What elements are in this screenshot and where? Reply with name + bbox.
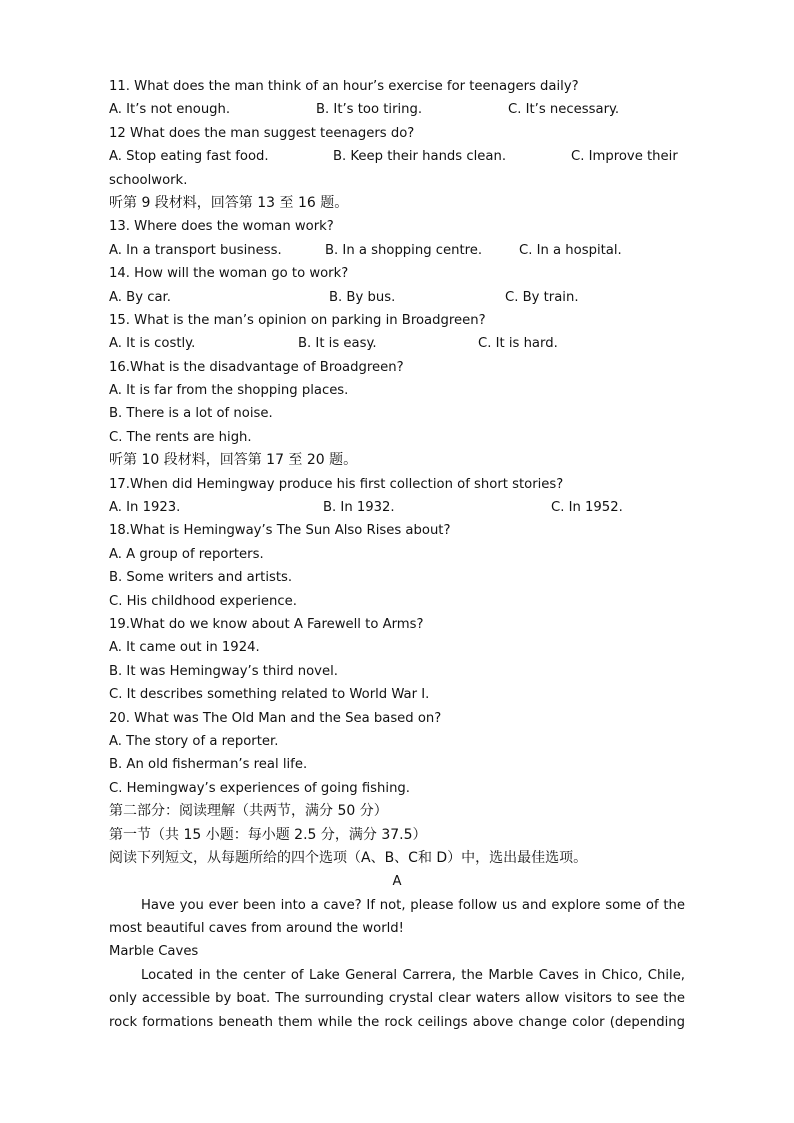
option-b: B. Keep their hands clean. bbox=[333, 149, 507, 165]
passage-label: A bbox=[392, 874, 402, 890]
option-b: B. An old fisherman’s real life. bbox=[109, 757, 308, 773]
option-b: B. In 1932. bbox=[323, 500, 395, 516]
options-11 bbox=[109, 98, 685, 121]
exam-page bbox=[109, 75, 685, 1034]
passage-line: only accessible by boat. The surrounding crystal clear waters allow visitors to see the bbox=[109, 991, 685, 1007]
passage-line: rock formations beneath them while the rock ceilings above change color (depending bbox=[109, 1014, 685, 1030]
option-b: B. In a shopping centre. bbox=[325, 242, 483, 258]
option-c: C. It describes something related to World War I. bbox=[109, 687, 430, 703]
option-b: B. It was Hemingway’s third novel. bbox=[109, 663, 338, 679]
passage-intro-line: most beautiful caves from around the world! bbox=[109, 921, 404, 937]
option-b: B. There is a lot of noise. bbox=[109, 406, 273, 422]
option-c: C. By train. bbox=[505, 289, 579, 305]
options-15 bbox=[109, 332, 685, 355]
option-c: C. His childhood experience. bbox=[109, 593, 297, 609]
option-b: B. It’s too tiring. bbox=[316, 102, 423, 118]
option-a: A. It came out in 1924. bbox=[109, 640, 260, 656]
question-18: 18.What is Hemingway’s The Sun Also Rises about? bbox=[109, 523, 451, 539]
options-14 bbox=[109, 286, 685, 309]
option-c: C. In a hospital. bbox=[519, 242, 622, 258]
option-b: B. Some writers and artists. bbox=[109, 570, 293, 586]
options-12-continued: schoolwork. bbox=[109, 172, 188, 188]
option-a: A. The story of a reporter. bbox=[109, 733, 279, 749]
question-14: 14. How will the woman go to work? bbox=[109, 266, 349, 282]
question-19: 19.What do we know about A Farewell to Arms? bbox=[109, 616, 424, 632]
option-c: C. It’s necessary. bbox=[508, 102, 620, 118]
section-heading-10: 听第 10 段材料，回答第 17 至 20 题。 bbox=[109, 452, 358, 469]
question-12: 12 What does the man suggest teenagers do? bbox=[109, 125, 415, 141]
section-one-heading: 第一节（共 15 小题：每小题 2.5 分，满分 37.5） bbox=[109, 826, 427, 843]
question-20: 20. What was The Old Man and the Sea based on? bbox=[109, 710, 442, 726]
option-a: A. It is far from the shopping places. bbox=[109, 383, 349, 399]
option-b: B. By bus. bbox=[329, 289, 396, 305]
option-a: A. By car. bbox=[109, 289, 171, 305]
passage-line: Located in the center of Lake General Carrera, the Marble Caves in Chico, Chile, bbox=[141, 967, 685, 983]
question-13: 13. Where does the woman work? bbox=[109, 219, 334, 235]
reading-instruction: 阅读下列短文，从每题所给的四个选项（A、B、C和 D）中，选出最佳选项。 bbox=[109, 849, 588, 866]
option-c: C. In 1952. bbox=[551, 500, 623, 516]
option-a: A. In 1923. bbox=[109, 500, 181, 516]
passage-intro-line: Have you ever been into a cave? If not, please follow us and explore some of the bbox=[141, 897, 685, 913]
option-c: C. Improve their bbox=[571, 149, 678, 165]
option-c: C. It is hard. bbox=[478, 336, 558, 352]
option-a: A. A group of reporters. bbox=[109, 546, 264, 562]
option-c: C. The rents are high. bbox=[109, 429, 252, 445]
options-13 bbox=[109, 239, 685, 262]
question-17: 17.When did Hemingway produce his first collection of short stories? bbox=[109, 476, 564, 492]
options-17 bbox=[109, 496, 685, 519]
option-a: A. In a transport business. bbox=[109, 242, 282, 258]
passage-subheading: Marble Caves bbox=[109, 944, 199, 960]
question-15: 15. What is the man’s opinion on parking in Broadgreen? bbox=[109, 312, 486, 328]
part-two-heading: 第二部分：阅读理解（共两节，满分 50 分） bbox=[109, 803, 388, 820]
question-11: 11. What does the man think of an hour’s exercise for teenagers daily? bbox=[109, 79, 579, 94]
option-c: C. Hemingway’s experiences of going fishing. bbox=[109, 780, 410, 796]
option-a: A. It’s not enough. bbox=[109, 102, 231, 118]
question-16: 16.What is the disadvantage of Broadgreen? bbox=[109, 359, 404, 375]
option-a: A. Stop eating fast food. bbox=[109, 149, 269, 165]
section-heading-9: 听第 9 段材料，回答第 13 至 16 题。 bbox=[109, 194, 349, 211]
option-a: A. It is costly. bbox=[109, 336, 196, 352]
options-12 bbox=[109, 145, 685, 168]
option-b: B. It is easy. bbox=[298, 336, 377, 352]
